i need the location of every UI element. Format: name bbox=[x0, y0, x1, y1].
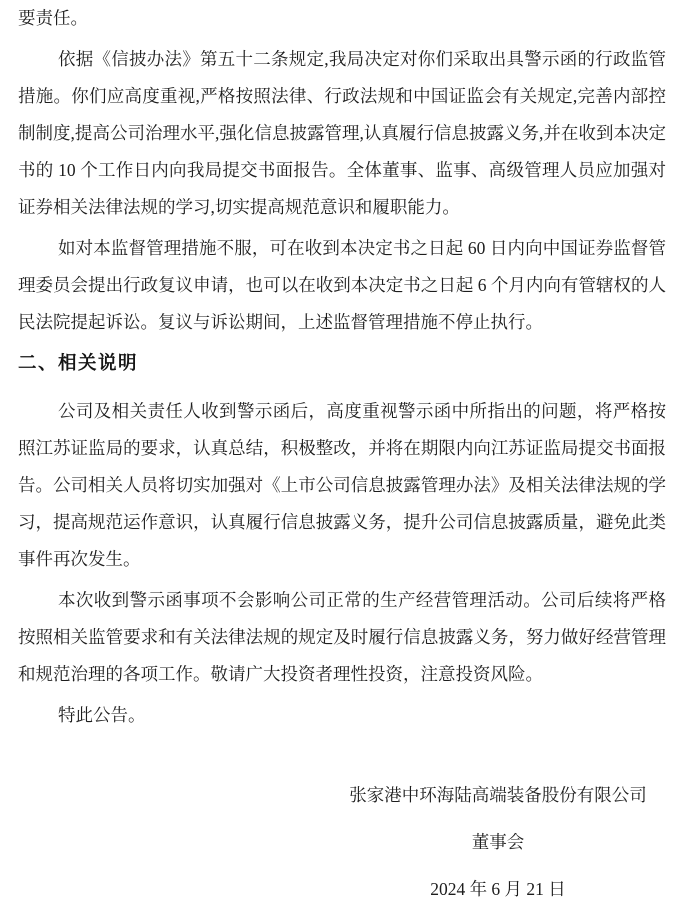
continuation-line: 要责任。 bbox=[18, 8, 88, 28]
signature-board-of-directors: 董事会 bbox=[471, 832, 525, 852]
signature-block bbox=[348, 772, 648, 900]
paragraph-appeal-rights: 如对本监督管理措施不服，可在收到本决定书之日起 60 日内向中国证券监督管理委员会提出行政复议申请，也可以在收到本决定书之日起 6 个月内向有管辖权的人民法院提起诉讼。复议与诉讼期间，上述监督管理措施不停止执行。 bbox=[18, 238, 666, 332]
closing-statement: 特此公告。 bbox=[58, 705, 146, 725]
signature-company-name: 张家港中环海陆高端装备股份有限公司 bbox=[349, 785, 647, 805]
paragraph-regulatory-measure: 依据《信披办法》第五十二条规定,我局决定对你们采取出具警示函的行政监管措施。你们应高度重视,严格按照法律、行政法规和中国证监会有关规定,完善内部控制制度,提高公司治理水平,强化信息披露管理,认真履行信息披露义务,并在收到本决定书的 10 个工作日内向我局提交书面报告。全体董事、监事、高级管理人员应加强对证券相关法律法规的学习,切实提高规范意识和履职能力。 bbox=[18, 49, 666, 217]
signature-date: 2024 年 6 月 21 日 bbox=[430, 879, 566, 899]
section-heading-related-notes: 二、相关说明 bbox=[18, 352, 139, 373]
paragraph-business-impact: 本次收到警示函事项不会影响公司正常的生产经营管理活动。公司后续将严格按照相关监管要求和有关法律法规的规定及时履行信息披露义务，努力做好经营管理和规范治理的各项工作。敬请广大投资者理性投资，注意投资风险。 bbox=[18, 590, 666, 684]
paragraph-rectification: 公司及相关责任人收到警示函后，高度重视警示函中所指出的问题，将严格按照江苏证监局的要求，认真总结，积极整改，并将在期限内向江苏证监局提交书面报告。公司相关人员将切实加强对《上市公司信息披露管理办法》及相关法律法规的学习，提高规范运作意识，认真履行信息披露义务，提升公司信息披露质量，避免此类事件再次发生。 bbox=[18, 401, 666, 569]
